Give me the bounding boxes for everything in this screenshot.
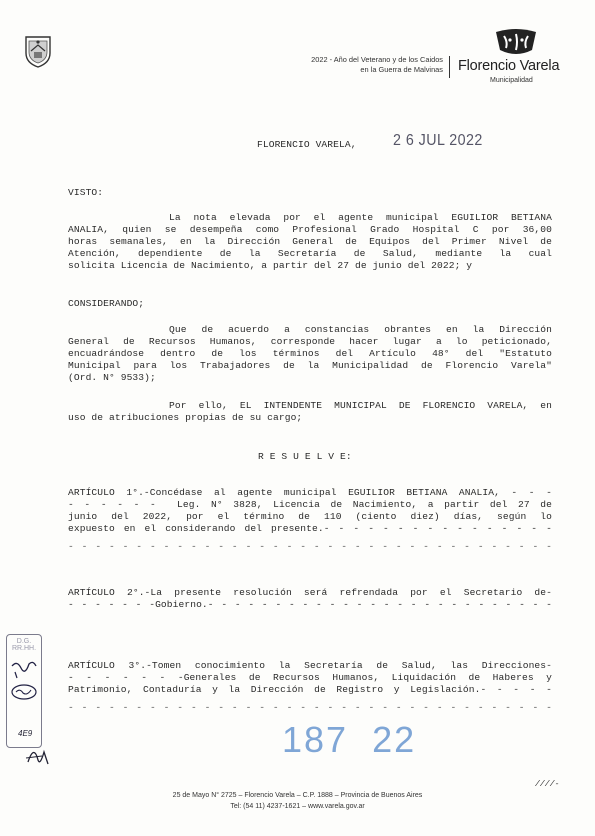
visto-line: La nota elevada por el agente municipal EGUILIOR BETIANA: [169, 212, 552, 223]
dash-filler: - - - - - - - - - - - - - - - - - - - - - - - - - - - - - - - - - - - -: [68, 541, 552, 552]
articulo-line: ARTÍCULO 1°.-Concédase al agente municipal EGUILIOR BETIANA ANALIA, - - -: [68, 487, 552, 498]
articulo-3: [68, 660, 552, 714]
resuelve-heading: R E S U E L V E:: [258, 451, 352, 462]
visto-line: ANALIA, quien se desempeña como Profesional Grado Hospital C por 36,00: [68, 224, 552, 235]
page-continuation-mark: ////-: [535, 780, 560, 789]
visto-line: Atención, dependiente de la Secretaría de Salud, mediante la cual: [68, 248, 552, 259]
articulo-line: - - - - - - Leg. N° 3828, Licencia de Nacimiento, a partir del 27 de: [68, 499, 552, 510]
coat-of-arms-icon: [22, 33, 54, 74]
articulo-line: ARTÍCULO 3°.-Tomen conocimiento la Secretaría de Salud, las Direcciones-: [68, 660, 552, 671]
visto-line: horas semanales, en la Dirección General de Equipos del Primer Nivel de: [68, 236, 552, 247]
place-label: FLORENCIO VARELA,: [257, 139, 357, 150]
dash-filler: - - - - - - - - - - - - - - - - - - - - - - - - - - - - - - - - - - - -: [68, 702, 552, 713]
considerando-body: [68, 324, 552, 384]
margin-stamp: [6, 634, 42, 748]
signature-icon: [24, 742, 52, 773]
considerando-line: General de Recursos Humanos, corresponde hacer lugar a lo peticionado,: [68, 336, 552, 347]
articulo-line: - - - - - - -Gobierno.- - - - - - - - - - - - - - - - - - - - - - - - - -: [68, 599, 552, 610]
articulo-line: Patrimonio, Contaduría y la Dirección de Registro y Legislación.- - - - -: [68, 684, 552, 695]
motto: [311, 55, 443, 75]
margin-stamp-label: D.G.: [16, 638, 32, 645]
considerando-line: encuadrándose dentro de los términos del Artículo 48° del "Estatuto: [68, 348, 552, 359]
footer-contact: Tel: (54 11) 4237-1621 – www.varela.gov.ar: [230, 803, 365, 810]
por-ello-line: Por ello, EL INTENDENTE MUNICIPAL DE FLORENCIO VARELA, en: [169, 400, 552, 411]
articulo-2: [68, 587, 552, 611]
por-ello-paragraph: [68, 400, 552, 424]
resolution-number: 187 22: [282, 719, 417, 760]
articulo-line: - - - - - - -Generales de Recursos Humanos, Liquidación de Haberes y: [68, 672, 552, 683]
por-ello-line: uso de atribuciones propias de su cargo;: [68, 412, 303, 423]
header-divider: [449, 56, 450, 78]
motto-line-1: 2022 - Año del Veterano y de los Caidos: [311, 55, 443, 64]
articulo-line: junio del 2022, por el término de 110 (ciento diez) días, según lo: [68, 511, 552, 522]
margin-stamp-initials: 4E9: [18, 729, 33, 738]
date-stamp: 2 6 JUL 2022: [393, 132, 483, 149]
handwritten-signature-icon: [7, 658, 41, 725]
motto-line-2: en la Guerra de Malvinas: [360, 65, 443, 74]
visto-title: VISTO:: [68, 187, 104, 198]
footer-address: 25 de Mayo N° 2725 – Florencio Varela – C.P. 1888 – Provincia de Buenos Aires: [172, 792, 423, 799]
articulo-1: [68, 487, 552, 553]
brand-subtitle: Municipalidad: [490, 77, 533, 84]
brand-name: Florencio Varela: [458, 58, 560, 74]
articulo-line: expuesto en el considerando del presente.- - - - - - - - - - - - - - - -: [68, 523, 552, 534]
visto-line: solicita Licencia de Nacimiento, a partir del 27 de junio del 2022; y: [68, 260, 473, 271]
visto-body: [68, 212, 552, 272]
articulo-line: ARTÍCULO 2°.-La presente resolución será refrendada por el Secretario de-: [68, 587, 552, 598]
considerando-line: Municipal para los Trabajadores de la Municipalidad de Florencio Varela": [68, 360, 552, 371]
considerando-line: Que de acuerdo a constancias obrantes en la Dirección: [169, 324, 552, 335]
considerando-title: CONSIDERANDO;: [68, 298, 145, 309]
margin-stamp-label: RR.HH.: [11, 645, 37, 652]
considerando-line: (Ord. N° 9533);: [68, 372, 156, 383]
